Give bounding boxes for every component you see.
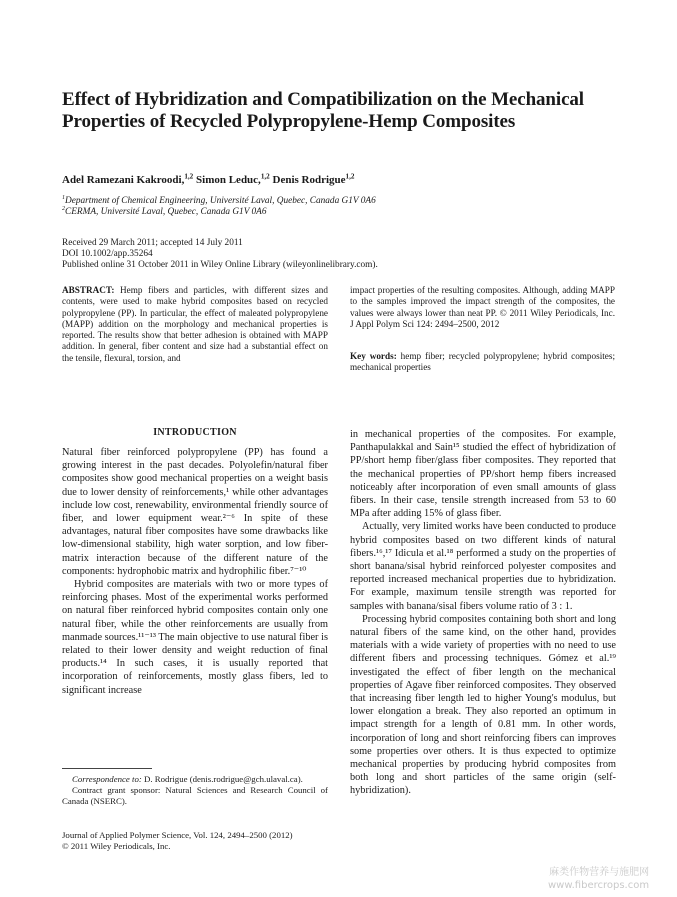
abstract-left: ABSTRACT: Hemp fibers and particles, with different sizes and contents, were used to make hybrid composites based on recycled polypropylene (PP). In particular, the effect of maleated polypropylene (MAPP) addition on the morphology and mechanical properties is reported. The results show that better adhesion is obtained with MAPP addition. In general, fiber content and size had a substantial effect on the tensile, flexural, torsion, and	[62, 285, 328, 363]
correspondence-note: Correspondence to: D. Rodrigue (denis.rodrigue@gch.ulaval.ca).	[72, 774, 303, 784]
affiliation-2: $^2$CERMA, Université Laval, Quebec, Canada G1V 0A6	[62, 205, 267, 217]
paper-title: Effect of Hybridization and Compatibilization on the Mechanical Properties of Recycled Polypropylene-Hemp Composites	[62, 89, 584, 132]
paragraph: in mechanical properties of the composites. For example, Panthapulakkal and Sain¹⁵ studied the effect of hybridization of PP/short hemp fiber/glass fiber composites. They reported that the mechanical properties of PP/short hemp fibers increased noticeably after incorporation of even small amounts of glass fibers. In their case, tensile strength increased from 53 to 60 MPa after adding 15% of glass fiber.	[350, 429, 616, 520]
received-date: Received 29 March 2011; accepted 14 July 2011	[62, 238, 243, 248]
left-column-body	[62, 446, 328, 697]
paragraph: Natural fiber reinforced polypropylene (PP) has found a growing interest in the past decades. Polyolefin/natural fiber composites show good mechanical properties on a weight basis due to lower density of reinforcements,¹ while other advantages include low cost, renewability, environmental friendly source of fiber, and lower equipment wear.²⁻⁶ In spite of these advantages, natural fiber composites have some drawbacks like low-dimensional stability, high water sorption, and low fiber-matrix interaction because of the different nature of the components: hydrophobic matrix and hydrophilic fiber.⁷⁻¹⁰	[62, 447, 328, 577]
grant-note: Contract grant sponsor: Natural Sciences and Research Council of Canada (NSERC).	[62, 785, 328, 806]
footnote-rule	[62, 768, 152, 769]
affiliation-1: $^1$Department of Chemical Engineering, Université Laval, Quebec, Canada G1V 0A6	[62, 194, 376, 206]
right-column-body	[350, 428, 616, 798]
published-online: Published online 31 October 2011 in Wiley Online Library (wileyonlinelibrary.com).	[62, 260, 378, 270]
author-list: Adel Ramezani Kakroodi,$^{1,2}$ Simon Leduc,$^{1,2}$ Denis Rodrigue$^{1,2}$	[62, 172, 355, 186]
paragraph: Processing hybrid composites containing both short and long natural fibers of the same kind, on the other hand, provides materials with a wide variety of properties with no need to use different fibers and processing techniques. Gómez et al.¹⁹ investigated the effect of fiber length on the mechanical properties of Agave fiber reinforced composites. They observed that increasing fiber length led to higher Young's modulus, but lower elongation a break. They also reported an optimum in impact strength for a length of 0.81 mm. In other words, incorporation of long and short reinforcing fibers can improves some properties over others. It is thus expected to optimize mechanical properties by producing hybrid composites from both long and short particles of the same origin (self-hybridization).	[350, 613, 616, 797]
paragraph: Actually, very limited works have been conducted to produce hybrid composites based on two different kinds of natural fibers.¹⁶,¹⁷ Idicula et al.¹⁸ performed a study on the properties of short banana/sisal hybrid reinforced polyester composites and reported increased mechanical properties due to hybridization. For example, maximum tensile strength was reported for samples with banana/sisal fibers volume ratio of 3 : 1.	[350, 521, 616, 612]
journal-info: Journal of Applied Polymer Science, Vol. 124, 2494–2500 (2012) © 2011 Wiley Periodicals, Inc.	[62, 830, 293, 851]
doi: DOI 10.1002/app.35264	[62, 249, 153, 259]
keywords: Key words: hemp fiber; recycled polypropylene; hybrid composites; mechanical properties	[350, 351, 616, 373]
abstract-right: impact properties of the resulting composites. Although, adding MAPP to the samples improved the impact strength of the composites, the values were always lower than neat PP. © 2011 Wiley Periodicals, Inc. J Appl Polym Sci 124: 2494–2500, 2012	[350, 285, 615, 329]
section-heading-introduction: INTRODUCTION	[153, 427, 237, 438]
paragraph: Hybrid composites are materials with two or more types of reinforcing phases. Most of the experimental works performed on natural fiber reinforced hybrid composites contain only one natural fiber, while the other reinforcements are usually from manmade sources.¹¹⁻¹³ The main objective to use natural fiber is related to their lower density and weight reduction of final products.¹⁴ In such cases, it is usually reported that incorporation of reinforcements, mostly glass fibers, led to significant increase	[62, 579, 328, 696]
watermark: 麻类作物营养与施肥网 www.fibercrops.com	[548, 867, 650, 891]
footnotes	[62, 774, 328, 807]
